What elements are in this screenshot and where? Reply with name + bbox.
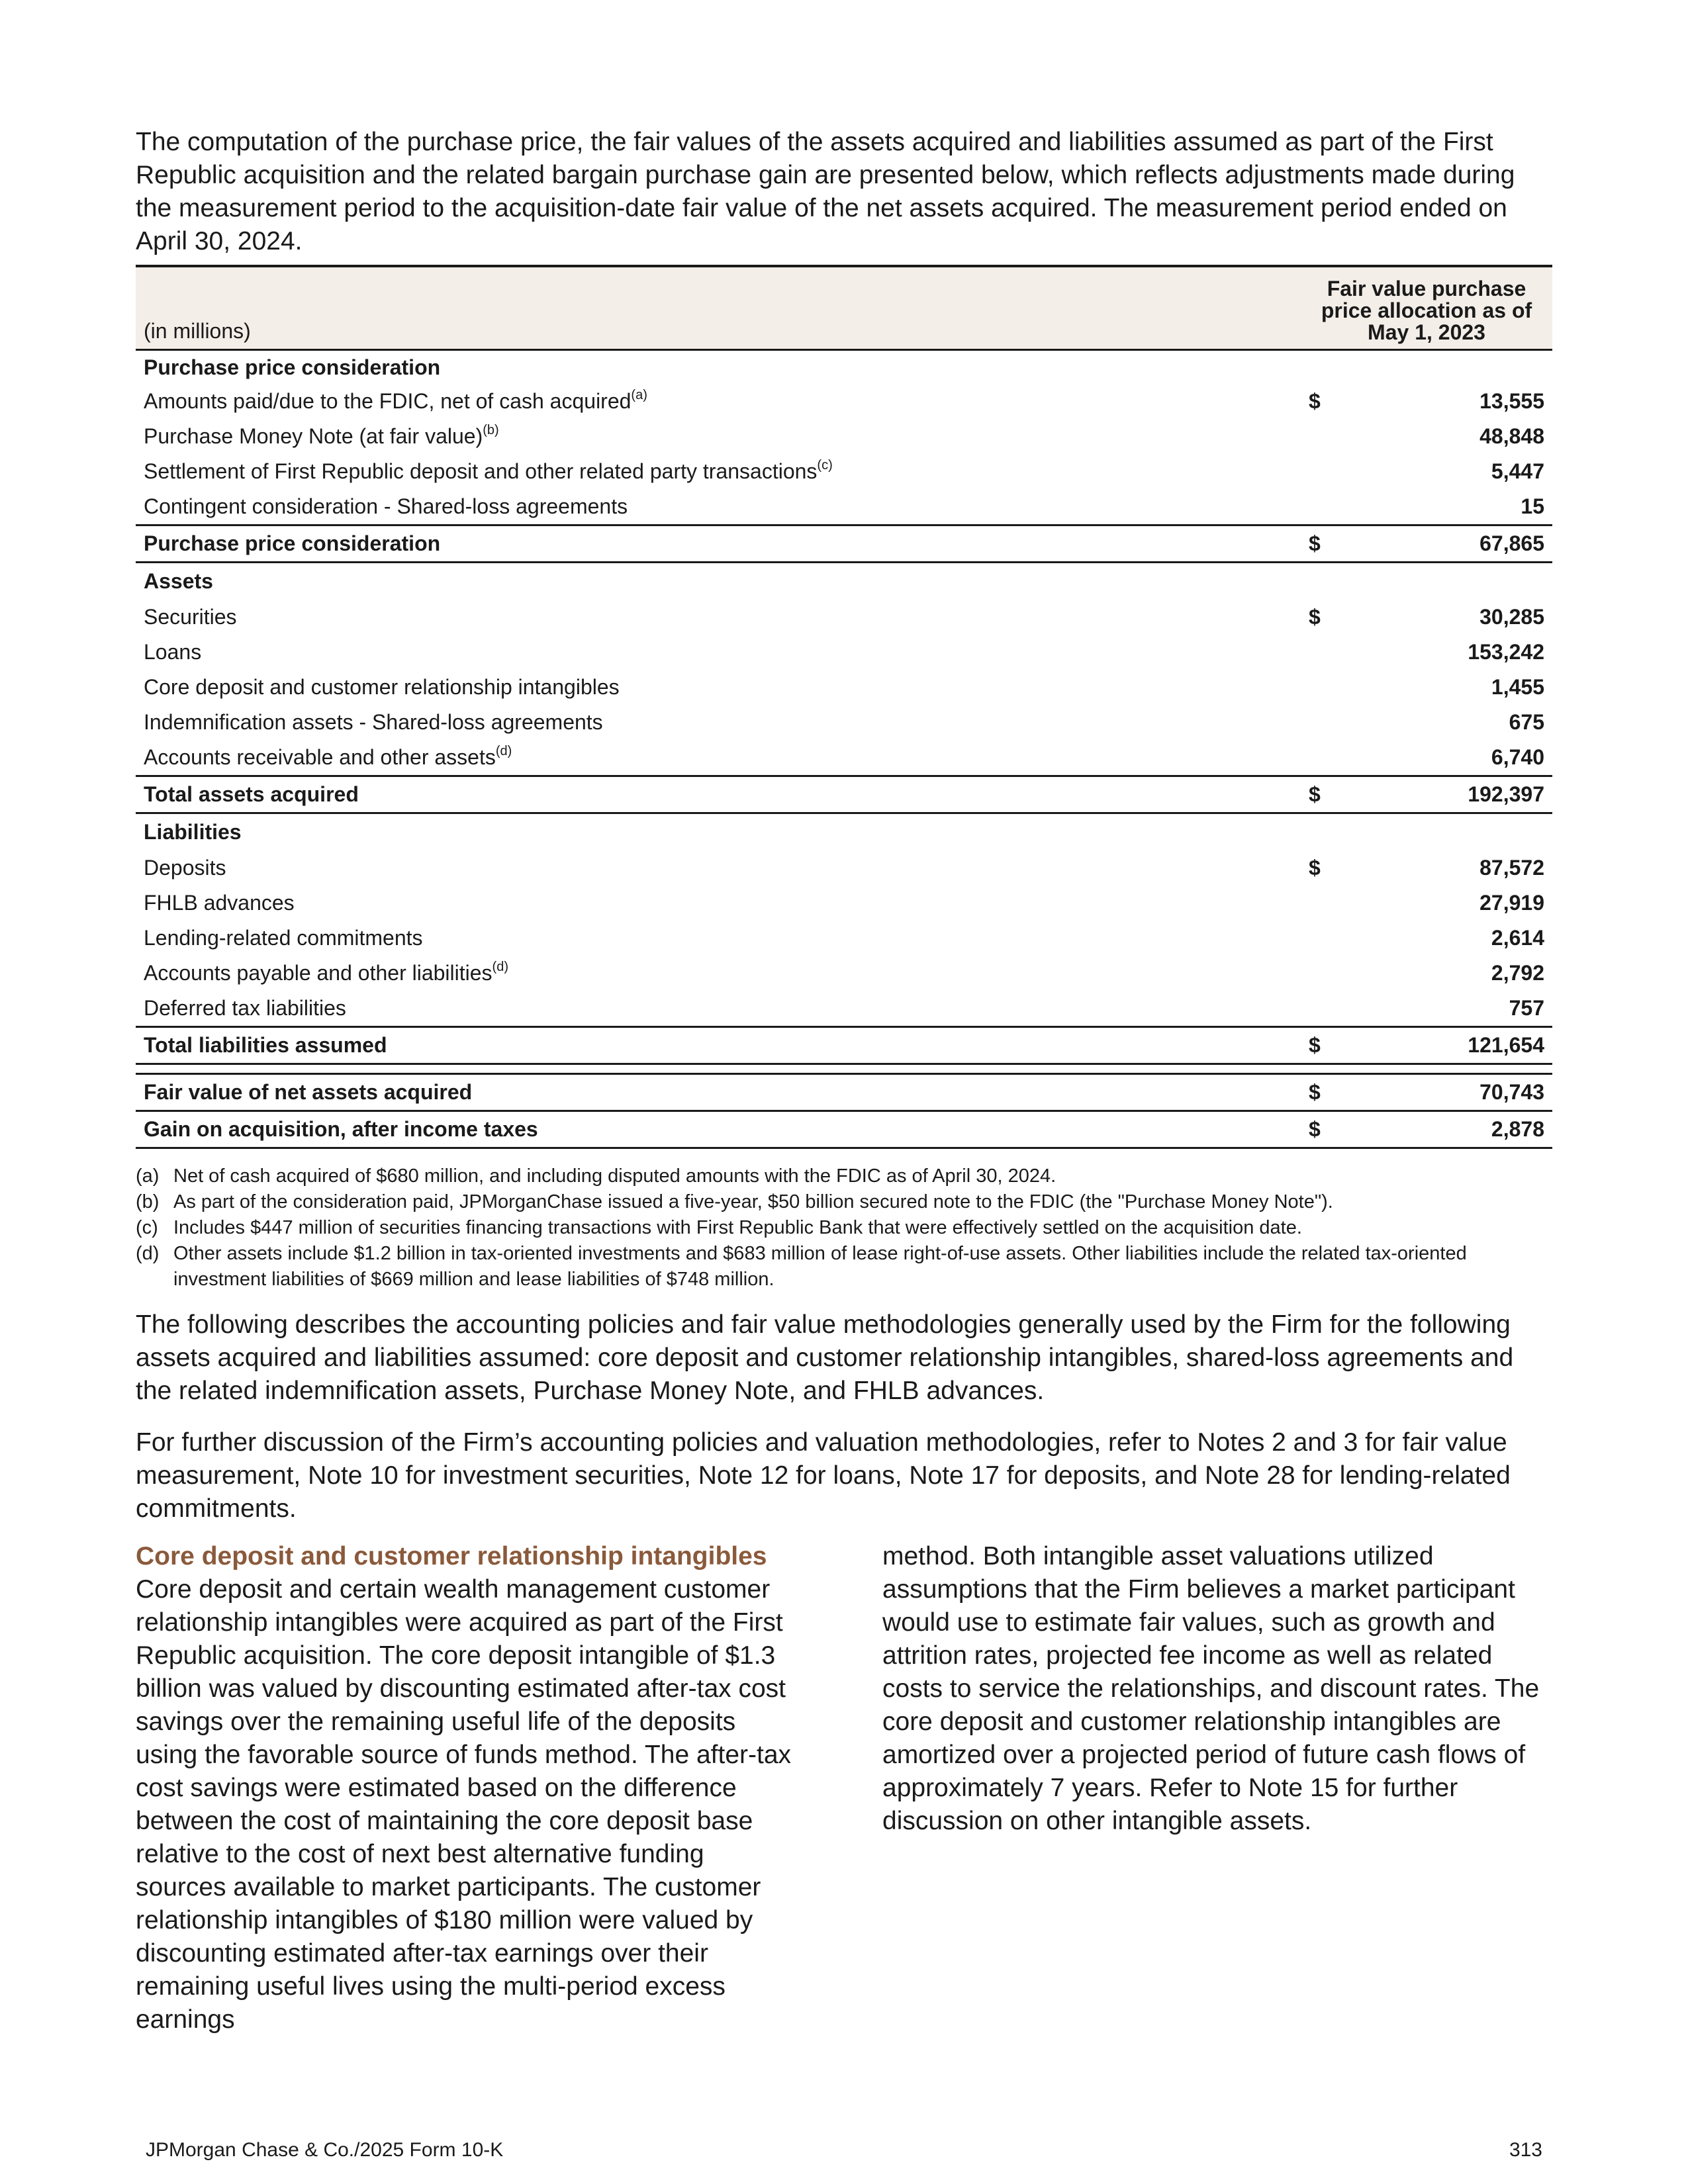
table-row: [136, 991, 1552, 1027]
total-row-liabilities: [136, 1027, 1552, 1064]
row-value: 757: [1509, 996, 1544, 1020]
table-row: [136, 670, 1552, 705]
total-row-purchase-price: [136, 525, 1552, 563]
dollar-sign: [1301, 886, 1340, 921]
table-row: [136, 740, 1552, 776]
row-label: Lending-related commitments: [144, 926, 423, 950]
table-footnotes: [136, 1163, 1552, 1293]
page-content: [136, 126, 1552, 2036]
row-value: 13,555: [1479, 389, 1544, 413]
footnote-item: [136, 1215, 1552, 1241]
dollar-sign: [1301, 705, 1340, 740]
row-label: Amounts paid/due to the FDIC, net of cash acquired$^{(a)}$: [144, 388, 647, 413]
footnote-item: [136, 1189, 1552, 1215]
footnote-key: (c): [136, 1217, 158, 1238]
total-label: Fair value of net assets acquired: [136, 1074, 1301, 1111]
body-paragraph: The following describes the accounting policies and fair value methodologies generally used by the Firm for the following assets acquired and liabilities assumed: core deposit and customer relationship intangibles, shared-loss agreements and the related indemnification assets, Purchase Money Note, and FHLB advances.: [136, 1310, 1514, 1405]
row-label: FHLB advances: [144, 891, 295, 915]
table-row: [136, 850, 1552, 886]
right-column-text: method. Both intangible asset valuations utilized assumptions that the Firm believes a market participant would use to estimate fair values, such as growth and attrition rates, projected fee income as well as related costs to service the relationships, and discount rates. The core deposit and customer relationship intangibles are amortized over a projected period of future cash flows of approximately 7 years. Refer to Note 15 for further discussion on other intangible assets.: [882, 1542, 1540, 1835]
row-label: Deferred tax liabilities: [144, 996, 346, 1020]
dollar-sign: $: [1309, 856, 1321, 880]
row-value: 1,455: [1491, 675, 1544, 699]
row-label: Deposits: [144, 856, 226, 880]
row-label: Accounts receivable and other assets$^{(d)}$: [144, 744, 512, 769]
section-title-assets: Assets: [144, 569, 213, 593]
row-value: 5,447: [1491, 459, 1544, 483]
row-value: 2,792: [1491, 961, 1544, 985]
section-title-liabilities: Liabilities: [144, 820, 242, 844]
total-label: Gain on acquisition, after income taxes: [136, 1111, 1301, 1148]
dollar-sign: $: [1309, 605, 1321, 629]
dollar-sign: [1301, 635, 1340, 670]
row-value: 153,242: [1468, 640, 1544, 664]
row-value: 6,740: [1491, 745, 1544, 769]
total-value: 121,654: [1340, 1027, 1552, 1064]
total-label: Purchase price consideration: [136, 525, 1301, 563]
footnote-text: As part of the consideration paid, JPMorganChase issued a five-year, $50 billion secured note to the FDIC (the "Purchase Money Note").: [173, 1191, 1333, 1212]
dollar-sign: [1301, 419, 1340, 454]
table-row: [136, 956, 1552, 991]
net-assets-row: [136, 1074, 1552, 1111]
table-row: [136, 419, 1552, 454]
footnote-item: [136, 1241, 1552, 1293]
footnote-ref: (c): [817, 458, 833, 473]
total-value: 192,397: [1340, 776, 1552, 813]
row-label: Securities: [144, 605, 237, 629]
row-value: 15: [1521, 494, 1544, 518]
dollar-sign: $: [1309, 389, 1321, 413]
table-row: [136, 489, 1552, 525]
row-label: Loans: [144, 640, 202, 664]
dollar-sign: $: [1301, 776, 1340, 813]
footnote-key: (a): [136, 1165, 160, 1187]
row-value: 48,848: [1479, 424, 1544, 448]
column-header: [1301, 266, 1552, 350]
dollar-sign: $: [1301, 525, 1340, 563]
row-label: Contingent consideration - Shared-loss agreements: [144, 494, 628, 518]
row-value: 30,285: [1479, 605, 1544, 629]
section-heading-row: [136, 813, 1552, 851]
row-label: Purchase Money Note (at fair value)$^{(b)}$: [144, 423, 499, 448]
body-paragraph: For further discussion of the Firm’s accounting policies and valuation methodologies, refer to Notes 2 and 3 for fair value measurement, Note 10 for investment securities, Note 12 for loans, Note 17 for deposits, and Note 28 for lending-related commitments.: [136, 1428, 1511, 1523]
dollar-sign: $: [1301, 1074, 1340, 1111]
gain-row: [136, 1111, 1552, 1148]
row-value: 2,614: [1491, 926, 1544, 950]
dollar-sign: [1301, 921, 1340, 956]
total-value: 67,865: [1340, 525, 1552, 563]
total-value: 2,878: [1340, 1111, 1552, 1148]
section-heading-row: [136, 350, 1552, 385]
table-row: [136, 635, 1552, 670]
footnote-ref: (b): [483, 423, 499, 437]
dollar-sign: [1301, 670, 1340, 705]
table-row: [136, 600, 1552, 635]
total-row-assets: [136, 776, 1552, 813]
section-title-purchase-price: Purchase price consideration: [144, 355, 441, 379]
table-row: [136, 384, 1552, 419]
footnote-ref: (a): [631, 388, 647, 402]
dollar-sign: [1301, 956, 1340, 991]
column-header-line-1: Fair value purchase: [1327, 277, 1526, 300]
table-row: [136, 921, 1552, 956]
dollar-sign: [1301, 454, 1340, 489]
two-column-section: [136, 1540, 1552, 2036]
page-footer: [146, 2139, 1542, 2161]
row-value: 27,919: [1479, 891, 1544, 915]
footnote-key: (d): [136, 1243, 160, 1264]
left-column: [136, 1540, 801, 2036]
section-heading-row: [136, 563, 1552, 600]
footnote-key: (b): [136, 1191, 160, 1212]
column-header-line-2: price allocation as of: [1321, 298, 1532, 322]
purchase-price-allocation-table: [136, 265, 1552, 1149]
row-value: 675: [1509, 710, 1544, 734]
dollar-sign: [1301, 991, 1340, 1027]
footnote-item: [136, 1163, 1552, 1189]
footnote-ref: (d): [492, 960, 508, 974]
table-header-row: [136, 266, 1552, 350]
intro-paragraph: The computation of the purchase price, the fair values of the assets acquired and liabilities assumed as part of the First Republic acquisition and the related bargain purchase gain are presented below, which reflects adjustments made during the measurement period to the acquisition-date fair value of the net assets acquired. The measurement period ended on April 30, 2024.: [136, 128, 1515, 255]
row-value: 87,572: [1479, 856, 1544, 880]
unit-label: (in millions): [136, 266, 1301, 350]
row-label: Settlement of First Republic deposit and other related party transactions$^{(c)}$: [144, 458, 833, 483]
total-label: Total liabilities assumed: [136, 1027, 1301, 1064]
dollar-sign: [1301, 740, 1340, 776]
left-column-text: Core deposit and certain wealth management customer relationship intangibles were acquired as part of the First Republic acquisition. The core deposit intangible of $1.3 billion was valued by discounting estimated after-tax cost savings over the remaining useful life of the deposits using the favorable source of funds method. The after-tax cost savings were estimated based on the difference between the cost of maintaining the core deposit base relative to the cost of next best alternative funding sources available to market participants. The customer relationship intangibles of $180 million were valued by discounting estimated after-tax earnings over their remaining useful lives using the multi-period excess earnings: [136, 1575, 792, 2034]
table-row: [136, 886, 1552, 921]
table-row: [136, 705, 1552, 740]
total-label: Total assets acquired: [136, 776, 1301, 813]
footnote-ref: (d): [495, 744, 512, 758]
footer-document-title: JPMorgan Chase & Co./2025 Form 10-K: [146, 2139, 504, 2161]
dollar-sign: $: [1301, 1027, 1340, 1064]
footnote-text: Net of cash acquired of $680 million, and including disputed amounts with the FDIC as of April 30, 2024.: [173, 1165, 1056, 1187]
footnote-text: Other assets include $1.2 billion in tax-oriented investments and $683 million of lease right-of-use assets. Other liabilities include the related tax-oriented investment liabilities of $669 million and lease liabilities of $748 million.: [173, 1243, 1467, 1290]
row-label: Indemnification assets - Shared-loss agreements: [144, 710, 603, 734]
total-value: 70,743: [1340, 1074, 1552, 1111]
row-label: Accounts payable and other liabilities$^{(d)}$: [144, 960, 508, 985]
page-number: 313: [1509, 2139, 1542, 2161]
row-label: Core deposit and customer relationship intangibles: [144, 675, 620, 699]
footnote-text: Includes $447 million of securities financing transactions with First Republic Bank that were effectively settled on the acquisition date.: [173, 1217, 1302, 1238]
table-row: [136, 454, 1552, 489]
row-spacer: [136, 1064, 1552, 1074]
dollar-sign: [1301, 489, 1340, 525]
right-column: [882, 1540, 1552, 2036]
section-heading: Core deposit and customer relationship intangibles: [136, 1542, 767, 1570]
dollar-sign: $: [1301, 1111, 1340, 1148]
column-header-line-3: May 1, 2023: [1368, 320, 1485, 344]
